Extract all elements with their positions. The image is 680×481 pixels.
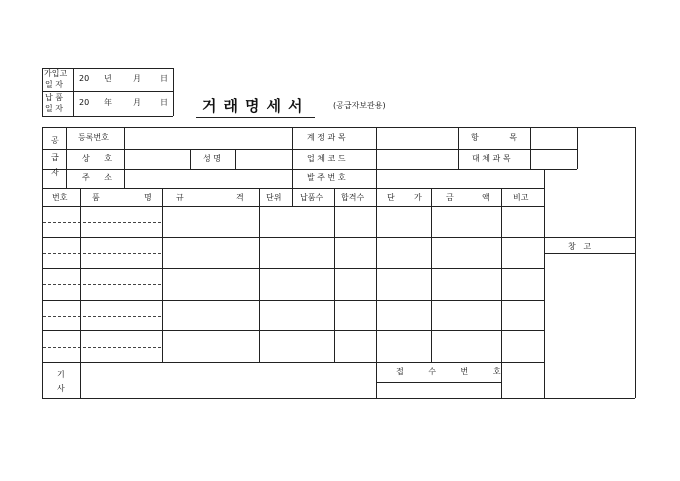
header-spec-2: 격 xyxy=(236,193,244,202)
join-day-unit: 日 xyxy=(160,74,168,83)
delivery-year-prefix: 20 xyxy=(79,98,90,107)
header-price-1: 단 xyxy=(387,193,395,202)
header-amount-2: 액 xyxy=(482,193,490,202)
delivery-year-unit: 年 xyxy=(104,98,112,107)
address-label: 주 소 xyxy=(82,173,118,182)
notes-label-2: 사 xyxy=(57,384,65,393)
supplier-side-label-2: 급 xyxy=(51,153,59,162)
header-price-2: 가 xyxy=(414,193,422,202)
vendor-code-label: 업 체 코 드 xyxy=(307,154,346,163)
header-amount-1: 금 xyxy=(446,193,454,202)
rep-name-label: 성 명 xyxy=(203,154,221,163)
header-item-1: 품 xyxy=(92,193,100,202)
header-passed-qty: 합격수 xyxy=(341,193,365,202)
join-year-prefix: 20 xyxy=(79,74,90,83)
account-label: 계 정 과 목 xyxy=(307,133,346,142)
join-date-label-2: 일 자 xyxy=(45,80,63,89)
reg-no-label: 등록번호 xyxy=(78,133,109,142)
header-no: 번호 xyxy=(52,193,68,202)
delivery-date-label-2: 일 자 xyxy=(45,104,63,113)
supplier-side-label-1: 공 xyxy=(51,136,59,145)
header-delivered-qty: 납품수 xyxy=(300,193,324,202)
trade-name-label: 상 호 xyxy=(82,154,118,163)
supplier-side-label-3: 자 xyxy=(51,168,59,177)
header-item-2: 명 xyxy=(144,193,152,202)
page-title: 거래명세서 xyxy=(202,97,310,115)
join-month-unit: 月 xyxy=(133,74,141,83)
header-spec-1: 규 xyxy=(176,193,184,202)
join-date-label-1: 가입고 xyxy=(44,69,68,78)
header-unit: 단위 xyxy=(266,193,282,202)
alt-account-label: 대 체 과 목 xyxy=(472,154,511,163)
item-label: 항 목 xyxy=(471,133,531,142)
title-underline xyxy=(196,117,315,118)
header-remarks: 비고 xyxy=(513,193,529,202)
page-subtitle: (공급자보관용) xyxy=(333,101,386,110)
warehouse-label: 창 고 xyxy=(568,242,592,251)
order-no-label: 발 주 번 호 xyxy=(307,173,346,182)
delivery-month-unit: 月 xyxy=(133,98,141,107)
delivery-date-label-1: 납 품 xyxy=(45,93,63,102)
notes-label-1: 기 xyxy=(57,370,65,379)
delivery-day-unit: 日 xyxy=(160,98,168,107)
receipt-no-label: 접 수 번 호 xyxy=(396,367,512,376)
join-year-unit: 년 xyxy=(104,74,112,83)
